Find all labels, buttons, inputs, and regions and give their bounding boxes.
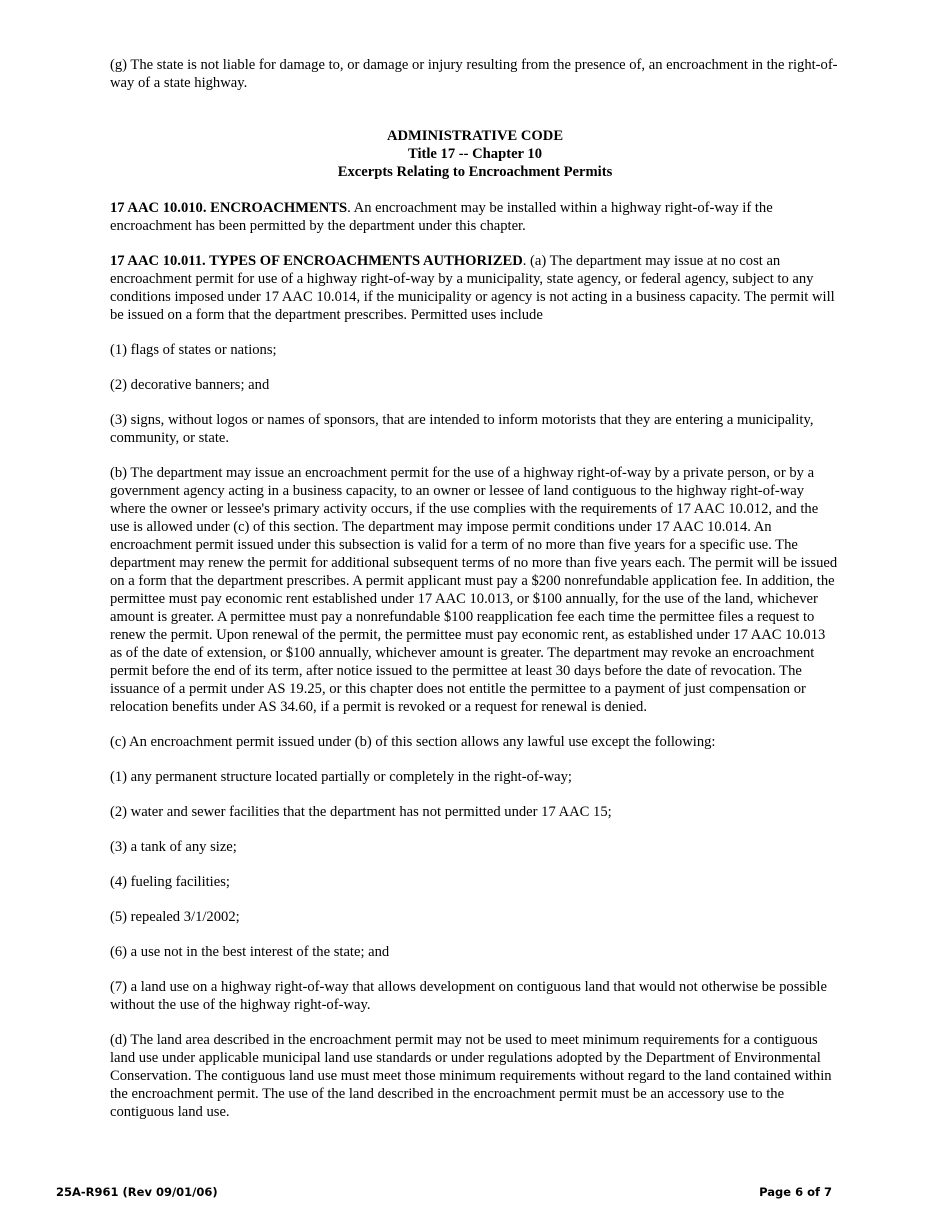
section-011-title: 17 AAC 10.011. TYPES OF ENCROACHMENTS AUTHORIZED [110, 253, 523, 269]
section-010-paragraph [110, 199, 840, 235]
heading-line-2: Title 17 -- Chapter 10 [407, 146, 543, 162]
exception-item: (1) any permanent structure located partially or completely in the right-of-way; [110, 769, 572, 785]
section-011-paragraph [110, 252, 840, 324]
exception-item: (4) fueling facilities; [110, 874, 230, 890]
subsection-c-paragraph: (c) An encroachment permit issued under (b) of this section allows any lawful use except the following: [110, 734, 716, 750]
section-heading [110, 127, 840, 181]
exception-item: (6) a use not in the best interest of the state; and [110, 944, 390, 960]
section-010-title: 17 AAC 10.010. ENCROACHMENTS [110, 200, 348, 216]
exception-item: (2) water and sewer facilities that the department has not permitted under 17 AAC 15; [110, 804, 612, 820]
heading-line-1: ADMINISTRATIVE CODE [386, 128, 564, 144]
permitted-use-item: (3) signs, without logos or names of sponsors, that are intended to inform motorists that they are entering a municipality, community, or state. [110, 412, 814, 446]
subsection-d-paragraph: (d) The land area described in the encroachment permit may not be used to meet minimum requirements for a contiguous land use under applicable municipal land use standards or under regulations adopted by the Department of Environmental Conservation. The contiguous land use must meet those minimum requirements without regard to the land contained within the encroachment permit. The use of the land described in the encroachment permit must be an accessory use to the contiguous land use. [110, 1032, 832, 1120]
exception-item: (3) a tank of any size; [110, 839, 237, 855]
subsection-b-paragraph: (b) The department may issue an encroachment permit for the use of a highway right-of-way by a private person, or by a government agency acting in a business capacity, to an owner or lessee of land contiguous to the highway right-of-way where the owner or lessee's primary activity occurs, if the use complies with the requirements of 17 AAC 10.012, and the use is allowed under (c) of this section. The department may impose permit conditions under 17 AAC 10.014. An encroachment permit issued under this subsection is valid for a term of no more than five years for a specific use. The department may renew the permit for additional subsequent terms of no more than five years each. The permit will be issued on a form that the department prescribes. A permit applicant must pay a $200 nonrefundable application fee. In addition, the permittee must pay economic rent established under 17 AAC 10.013, or $100 annually, for the use of the land, whichever amount is greater. A permittee must pay a nonrefundable $100 reapplication fee each time the permittee files a request to renew the permit. Upon renewal of the permit, the permittee must pay economic rent, as established under 17 AAC 10.013 as of the date of extension, or $100 annually, whichever amount is greater. The department may revoke an encroachment permit before the end of its term, after notice issued to the permittee at least 30 days before the date of revocation. The issuance of a permit under AS 19.25, or this chapter does not entitle the permittee to a payment of just compensation or relocation benefits under AS 34.60, if a permit is revoked or a request for renewal is denied. [110, 465, 838, 715]
footer-page-number: Page 6 of 7 [759, 1185, 832, 1199]
section-011-text: . (a) The department may issue at no cost an encroachment permit for use of a highway right-of-way by a municipality, state agency, or federal agency, subject to any conditions imposed under 17 AAC 10.014, if the municipality or agency is not acting in a business capacity. The permit will be issued on a form that the department prescribes. Permitted uses include [110, 253, 835, 323]
permitted-use-item: (2) decorative banners; and [110, 377, 270, 393]
permitted-use-item: (1) flags of states or nations; [110, 342, 277, 358]
section-010-text: . An encroachment may be installed within a highway right-of-way if the encroachment has been permitted by the department under this chapter. [110, 200, 773, 234]
exception-item: (7) a land use on a highway right-of-way that allows development on contiguous land that would not otherwise be possible without the use of the highway right-of-way. [110, 979, 827, 1013]
document-body [110, 56, 840, 1138]
footer-form-id: 25A-R961 (Rev 09/01/06) [56, 1185, 218, 1199]
exception-item: (5) repealed 3/1/2002; [110, 909, 240, 925]
intro-paragraph: (g) The state is not liable for damage to, or damage or injury resulting from the presence of, an encroachment in the right-of-way of a state highway. [110, 57, 838, 91]
heading-line-3: Excerpts Relating to Encroachment Permits [337, 164, 613, 180]
